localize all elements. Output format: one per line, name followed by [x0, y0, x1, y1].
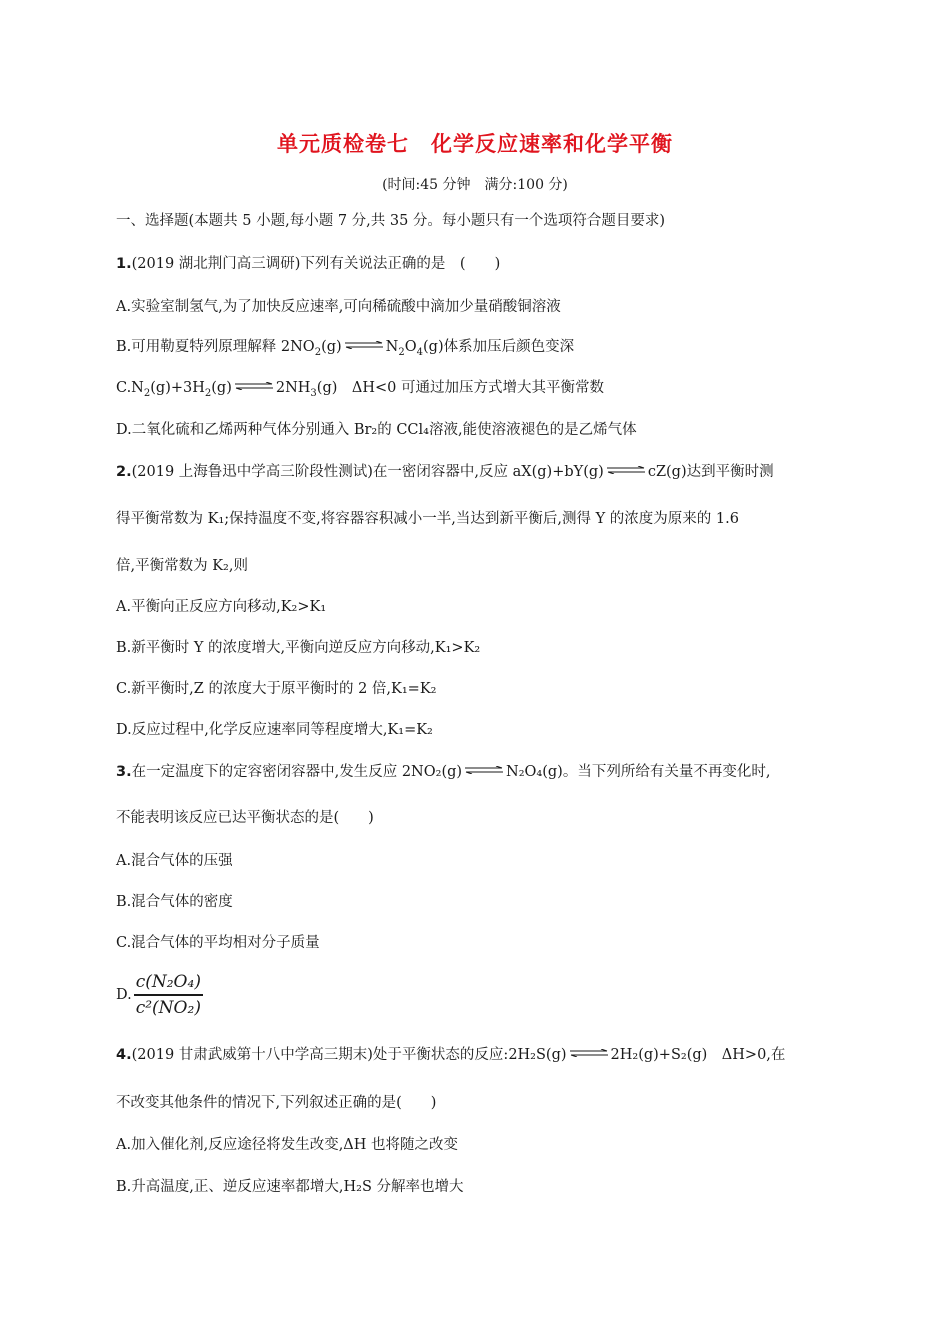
q3-option-d — [116, 972, 203, 1018]
question-text: 在一定温度下的定容密闭容器中,发生反应 2NO₂(g) — [131, 764, 463, 780]
question-1-stem — [116, 254, 500, 274]
question-2-stem — [116, 462, 774, 482]
option-label: D. — [116, 986, 132, 1003]
q1-option-c: $C.N_2(g)+3H_2(g)$ $2NH_3(g)$ ΔH<0 可通过加压方式增大其平衡常数 — [116, 380, 604, 399]
equilibrium-arrow-icon — [234, 382, 274, 390]
question-3-stem — [116, 762, 770, 782]
equilibrium-arrow-icon — [464, 766, 504, 774]
option-text: N — [385, 339, 399, 355]
fraction-numerator: c(N₂O₄) — [135, 972, 201, 992]
q1-option-b: B.可用勒夏特列原理解释 $2NO_2(g)$ $N_2O_4(g)$体系加压后颜色变深 — [116, 339, 575, 358]
question-2-stem-line-3: 倍,平衡常数为 K₂,则 — [116, 558, 248, 574]
question-text: (2019 湖北荆门高三调研)下列有关说法正确的是 ( ) — [131, 256, 501, 272]
question-4-stem-line-2: 不改变其他条件的情况下,下列叙述正确的是( ) — [116, 1095, 437, 1111]
question-number: 3. — [116, 764, 132, 780]
question-number: 2. — [116, 464, 132, 480]
page-title: 单元质检卷七 化学反应速率和化学平衡 — [277, 132, 673, 156]
q4-option-b: B.升高温度,正、逆反应速率都增大,H₂S 分解率也增大 — [116, 1179, 464, 1195]
question-text: (2019 甘肃武威第十八中学高三期末)处于平衡状态的反应:2H₂S(g) — [131, 1047, 567, 1063]
section-heading: 一、选择题(本题共 5 小题,每小题 7 分,共 35 分。每小题只有一个选项符合题目要求) — [116, 213, 666, 229]
option-text: (g)体系加压后颜色变深 — [423, 339, 575, 355]
q1-option-a: A.实验室制氢气,为了加快反应速率,可向稀硫酸中滴加少量硝酸铜溶液 — [116, 299, 561, 315]
question-text: (2019 上海鲁迅中学高三阶段性测试)在一密闭容器中,反应 aX(g)+bY(g) — [131, 464, 604, 480]
q2-option-c: C.新平衡时,Z 的浓度大于原平衡时的 2 倍,K₁=K₂ — [116, 681, 437, 697]
q3-option-a: A.混合气体的压强 — [116, 853, 233, 869]
question-text: cZ(g)达到平衡时测 — [647, 464, 774, 480]
q3-option-c: C.混合气体的平均相对分子质量 — [116, 935, 320, 951]
q2-option-a: A.平衡向正反应方向移动,K₂>K₁ — [116, 599, 327, 615]
option-text: (g)+3H — [150, 380, 205, 396]
exam-info: (时间:45 分钟 满分:100 分) — [382, 177, 568, 193]
q4-option-a: A.加入催化剂,反应途径将发生改变,ΔH 也将随之改变 — [116, 1137, 459, 1153]
option-text: B.可用勒夏特列原理解释 2NO — [116, 339, 315, 355]
question-text: N₂O₄(g)。当下列所给有关量不再变化时, — [506, 764, 771, 780]
fraction-formula — [134, 972, 203, 1018]
option-text: (g) — [321, 339, 342, 355]
question-number: 4. — [116, 1047, 132, 1063]
equilibrium-arrow-icon — [606, 466, 646, 474]
question-number: 1. — [116, 256, 132, 272]
option-text: C.N — [116, 380, 144, 396]
fraction-denominator: c²(NO₂) — [135, 997, 201, 1018]
question-4-stem — [116, 1045, 785, 1065]
option-text: O — [404, 339, 417, 355]
equilibrium-arrow-icon — [344, 341, 384, 349]
q3-option-b: B.混合气体的密度 — [116, 894, 233, 910]
equilibrium-arrow-icon — [569, 1049, 609, 1057]
q1-option-d: D.二氧化硫和乙烯两种气体分别通入 Br₂的 CCl₄溶液,能使溶液褪色的是乙烯气体 — [116, 422, 637, 438]
question-3-stem-line-2: 不能表明该反应已达平衡状态的是( ) — [116, 810, 374, 826]
question-text: 2H₂(g)+S₂(g) ΔH>0,在 — [610, 1047, 786, 1063]
option-text: (g) ΔH<0 可通过加压方式增大其平衡常数 — [316, 380, 604, 396]
question-2-stem-line-2: 得平衡常数为 K₁;保持温度不变,将容器容积减小一半,当达到新平衡后,测得 Y 的浓度为原来的 1.6 — [116, 511, 739, 527]
q2-option-d: D.反应过程中,化学反应速率同等程度增大,K₁=K₂ — [116, 722, 433, 738]
option-text: (g) — [211, 380, 232, 396]
q2-option-b: B.新平衡时 Y 的浓度增大,平衡向逆反应方向移动,K₁>K₂ — [116, 640, 481, 656]
option-text: 2NH — [275, 380, 311, 396]
